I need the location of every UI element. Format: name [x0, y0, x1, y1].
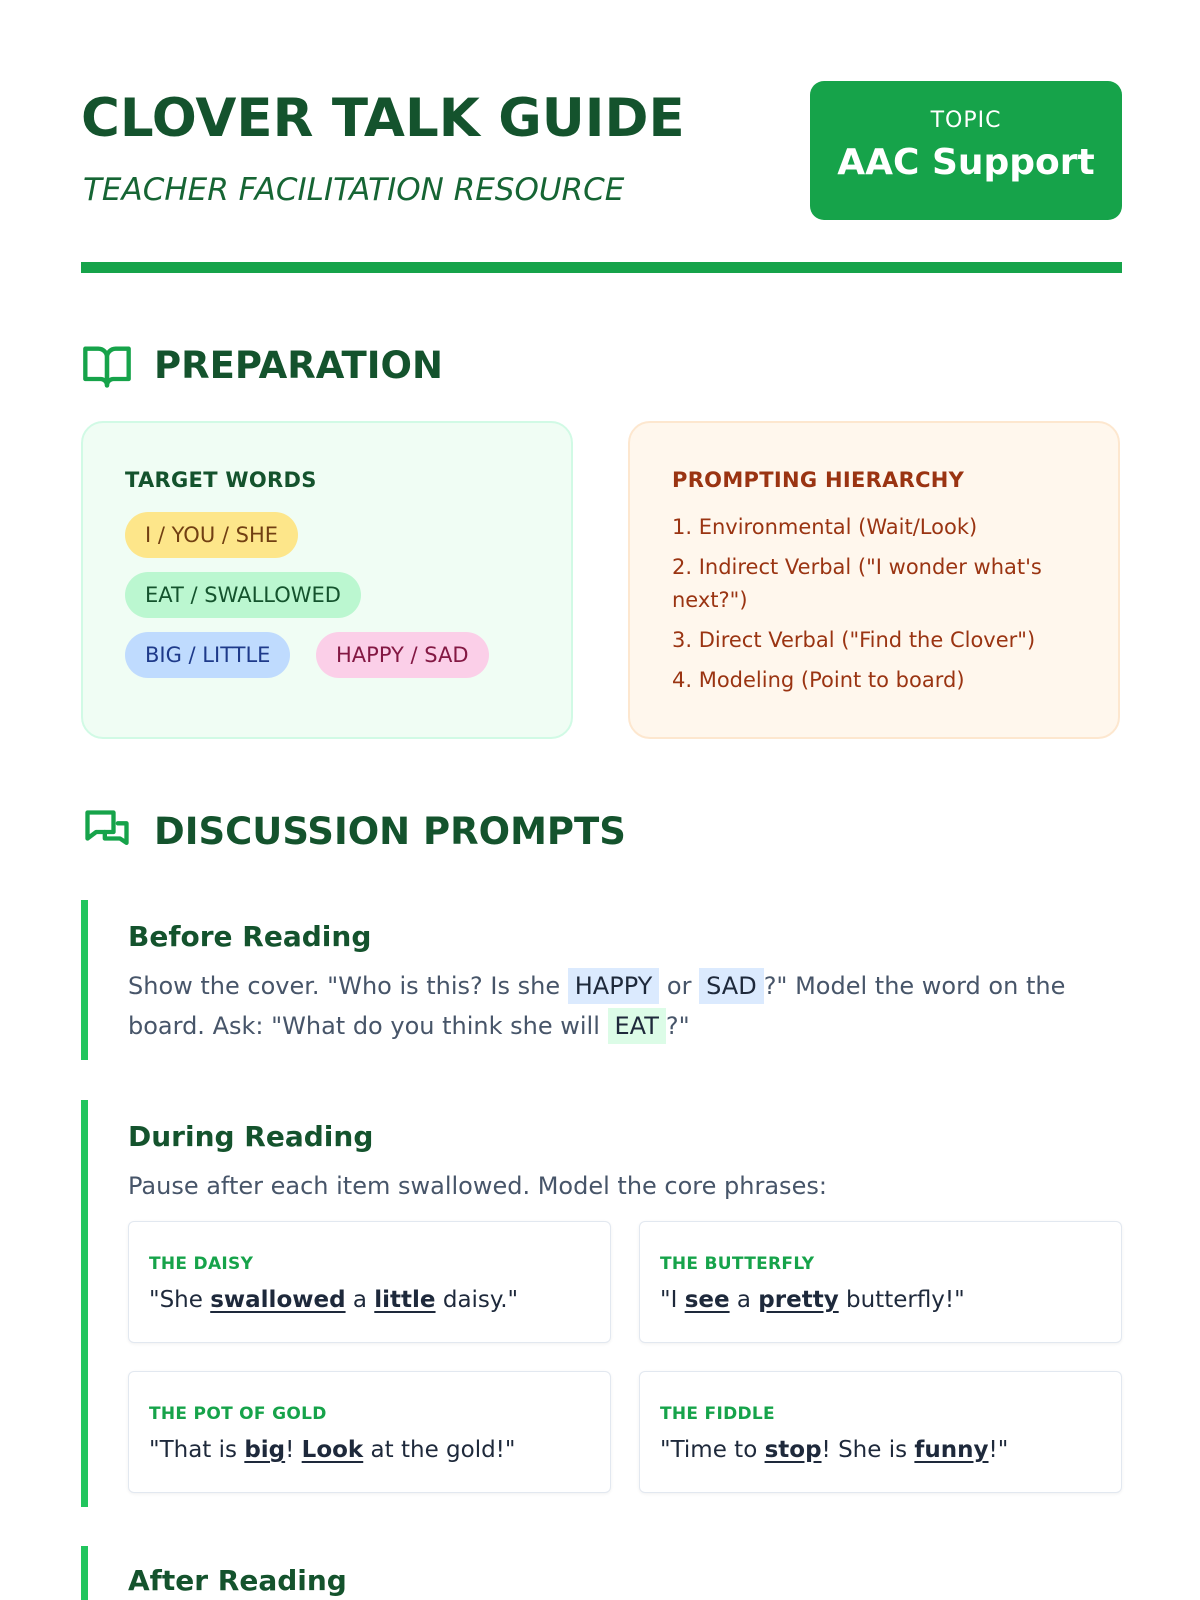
- vocab-highlight: EAT: [608, 1008, 666, 1044]
- word-chip: EAT / SWALLOWED: [125, 572, 361, 618]
- text-segment: Show the cover. "Who is this? Is she: [128, 972, 568, 1000]
- phrase-label: THE BUTTERFLY: [660, 1254, 815, 1274]
- topic-badge: [810, 81, 1122, 220]
- vocab-highlight: HAPPY: [568, 968, 660, 1004]
- phrase-card: [128, 1371, 611, 1493]
- page-title: CLOVER TALK GUIDE: [81, 88, 685, 149]
- during-reading-block: [81, 1100, 1122, 1507]
- prompting-list: [672, 511, 1072, 704]
- chat-bubbles-icon: [81, 806, 133, 858]
- phrase-text: "I see a pretty butterfly!": [660, 1287, 965, 1313]
- core-word: big: [244, 1437, 286, 1463]
- book-open-icon: [81, 340, 133, 392]
- page-header: [81, 80, 1122, 220]
- phrase-label: THE DAISY: [149, 1254, 254, 1274]
- list-item: 3. Direct Verbal ("Find the Clover"): [672, 628, 1036, 652]
- after-reading-block: [81, 1546, 1122, 1600]
- topic-value: AAC Support: [837, 142, 1095, 183]
- after-reading-title: After Reading: [128, 1564, 347, 1597]
- target-words-heading: TARGET WORDS: [125, 468, 317, 492]
- core-word: little: [374, 1287, 436, 1313]
- list-item: 2. Indirect Verbal ("I wonder what's next?"): [672, 555, 1042, 612]
- phrase-text: "Time to stop! She is funny!": [660, 1437, 1009, 1463]
- target-words-card: [81, 421, 573, 739]
- phrase-label: THE FIDDLE: [660, 1404, 775, 1424]
- word-chip: I / YOU / SHE: [125, 512, 298, 558]
- topic-label: TOPIC: [930, 108, 1002, 133]
- core-word: see: [684, 1287, 730, 1313]
- vocab-highlight: SAD: [699, 968, 764, 1004]
- prompting-hierarchy-card: [628, 421, 1120, 739]
- word-chip: BIG / LITTLE: [125, 632, 290, 678]
- before-reading-text: [128, 966, 1108, 1046]
- header-divider: [81, 262, 1122, 273]
- phrase-text: "She swallowed a little daisy.": [149, 1287, 519, 1313]
- text-segment: ?": [665, 1012, 690, 1040]
- phrase-card: [128, 1221, 611, 1343]
- phrase-card: [639, 1221, 1122, 1343]
- during-reading-intro: Pause after each item swallowed. Model the core phrases:: [128, 1172, 827, 1200]
- list-item: 4. Modeling (Point to board): [672, 668, 965, 692]
- page-subtitle: TEACHER FACILITATION RESOURCE: [83, 172, 625, 208]
- text-segment: or: [659, 972, 700, 1000]
- core-word: pretty: [758, 1287, 839, 1313]
- core-word: stop: [764, 1437, 822, 1463]
- preparation-title: PREPARATION: [154, 344, 443, 387]
- before-reading-title: Before Reading: [128, 920, 372, 953]
- phrase-text: "That is big! Look at the gold!": [149, 1437, 516, 1463]
- text-segment: ?" Model the word on the board. Ask: "What do you think she will: [128, 972, 1066, 1040]
- core-word: funny: [914, 1437, 989, 1463]
- prompting-hierarchy-heading: PROMPTING HIERARCHY: [672, 468, 965, 492]
- phrase-card: [639, 1371, 1122, 1493]
- during-reading-title: During Reading: [128, 1120, 374, 1153]
- core-word: swallowed: [210, 1287, 346, 1313]
- core-word: Look: [301, 1437, 364, 1463]
- list-item: 1. Environmental (Wait/Look): [672, 515, 978, 539]
- discussion-title: DISCUSSION PROMPTS: [154, 810, 626, 853]
- word-chip: HAPPY / SAD: [316, 632, 489, 678]
- phrase-label: THE POT OF GOLD: [149, 1404, 327, 1424]
- before-reading-block: [81, 900, 1122, 1060]
